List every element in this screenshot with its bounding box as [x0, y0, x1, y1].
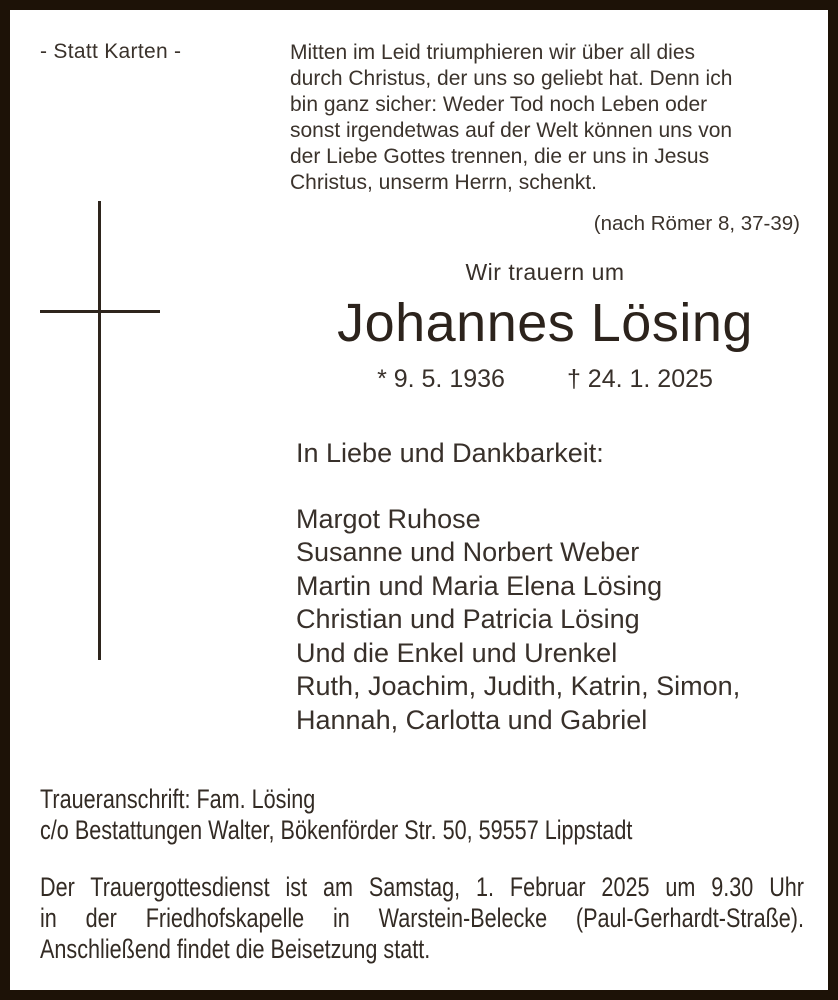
quote-line: bin ganz sicher: Weder Tod noch Leben oder [290, 93, 708, 116]
mourner-name: Hannah, Carlotta und Gabriel [296, 704, 648, 735]
mourning-intro: Wir trauern um [465, 259, 625, 285]
birth-date: * 9. 5. 1936 [377, 365, 505, 393]
mourning-header [250, 258, 838, 394]
service-line: Der Trauergottesdienst ist am Samstag, 1. Februar 2025 um 9.30 Uhr [40, 872, 804, 902]
dedication-line: In Liebe und Dankbarkeit: [296, 438, 604, 468]
quote-line: der Liebe Gottes trennen, die er uns in Jesus [290, 145, 710, 168]
statt-karten-note: - Statt Karten - [40, 40, 182, 63]
death-date: † 24. 1. 2025 [566, 365, 713, 393]
mourner-name: Und die Enkel und Urenkel [296, 637, 618, 668]
address-line: Traueranschrift: Fam. Lösing [40, 784, 316, 814]
service-line: Anschließend findet die Beisetzung statt. [40, 934, 431, 964]
mourner-name: Martin und Maria Elena Lösing [296, 570, 663, 601]
scripture-citation: (nach Römer 8, 37-39) [593, 212, 800, 235]
mourning-address [40, 784, 804, 846]
mourner-name: Susanne und Norbert Weber [296, 537, 640, 567]
mourner-list [296, 503, 740, 738]
funeral-details-section [40, 784, 804, 965]
quote-line: sonst irgendetwas auf der Welt können uns von [290, 119, 733, 142]
scripture-quote [290, 40, 732, 196]
cross-vertical-bar [98, 201, 101, 660]
mourner-name: Margot Ruhose [296, 503, 481, 534]
quote-line: Mitten im Leid triumphieren wir über all dies [290, 41, 695, 64]
deceased-name: Johannes Lösing [337, 293, 753, 353]
mourner-name: Christian und Patricia Lösing [296, 604, 640, 634]
service-announcement [40, 872, 804, 965]
cross-horizontal-bar [40, 310, 160, 313]
quote-line: Christus, unserm Herrn, schenkt. [290, 171, 597, 194]
quote-line: durch Christus, der uns so geliebt hat. Denn ich [290, 67, 733, 90]
mourners-section [296, 437, 740, 737]
address-line: c/o Bestattungen Walter, Bökenförder Str. 50, 59557 Lippstadt [40, 815, 633, 845]
life-dates [250, 364, 838, 394]
mourner-name: Ruth, Joachim, Judith, Katrin, Simon, [296, 671, 741, 701]
service-line: in der Friedhofskapelle in Warstein-Belecke (Paul-Gerhardt-Straße). [40, 903, 804, 933]
